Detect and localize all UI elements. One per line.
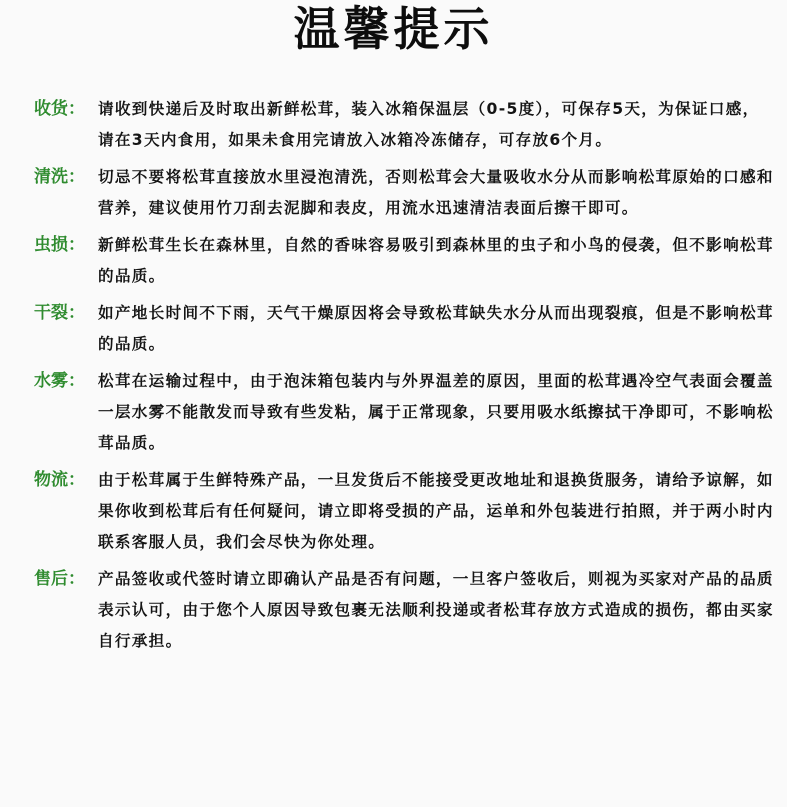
- tip-insect-damage: [34, 230, 774, 292]
- tip-label: 物流：: [34, 470, 85, 490]
- tip-label: 干裂：: [34, 303, 85, 323]
- tip-label: 清洗：: [34, 167, 85, 187]
- page-title: 温馨提示: [293, 2, 494, 56]
- tip-cleaning: [34, 162, 774, 224]
- tip-label: 水雾：: [34, 371, 85, 391]
- tip-text: 切忌不要将松茸直接放水里浸泡清洗，否则松茸会大量吸收水分从而影响松茸原始的口感和营养，建议使用竹刀刮去泥脚和表皮，用流水迅速清洁表面后擦干即可。: [98, 168, 774, 217]
- tip-text: 请收到快递后及时取出新鲜松茸，装入冰箱保温层（0-5度），可保存5天，为保证口感，请在3天内食用，如果未食用完请放入冰箱冷冻储存，可存放6个月。: [98, 100, 760, 149]
- tip-text: 如产地长时间不下雨，天气干燥原因将会导致松茸缺失水分从而出现裂痕，但是不影响松茸的品质。: [98, 304, 774, 353]
- tip-label: 虫损：: [34, 235, 85, 255]
- tip-label: 售后：: [34, 569, 85, 589]
- tip-text: 新鲜松茸生长在森林里，自然的香味容易吸引到森林里的虫子和小鸟的侵袭，但不影响松茸的品质。: [98, 236, 774, 285]
- tip-receiving: [34, 94, 774, 156]
- tip-cracking: [34, 298, 774, 360]
- tip-moisture: [34, 366, 774, 459]
- tip-label: 收货：: [34, 99, 85, 119]
- tips-list: [34, 94, 774, 657]
- tip-text: 由于松茸属于生鲜特殊产品，一旦发货后不能接受更改地址和退换货服务，请给予谅解，如果你收到松茸后有任何疑问，请立即将受损的产品，运单和外包装进行拍照，并于两小时内联系客服人员，我们会尽快为你处理。: [98, 471, 774, 551]
- tip-text: 产品签收或代签时请立即确认产品是否有问题，一旦客户签收后，则视为买家对产品的品质表示认可，由于您个人原因导致包裹无法顺利投递或者松茸存放方式造成的损伤，都由买家自行承担。: [98, 570, 774, 650]
- tip-after-sales: [34, 564, 774, 657]
- tip-logistics: [34, 465, 774, 558]
- tip-text: 松茸在运输过程中，由于泡沫箱包装内与外界温差的原因，里面的松茸遇冷空气表面会覆盖一层水雾不能散发而导致有些发粘，属于正常现象，只要用吸水纸擦拭干净即可，不影响松茸品质。: [98, 372, 774, 452]
